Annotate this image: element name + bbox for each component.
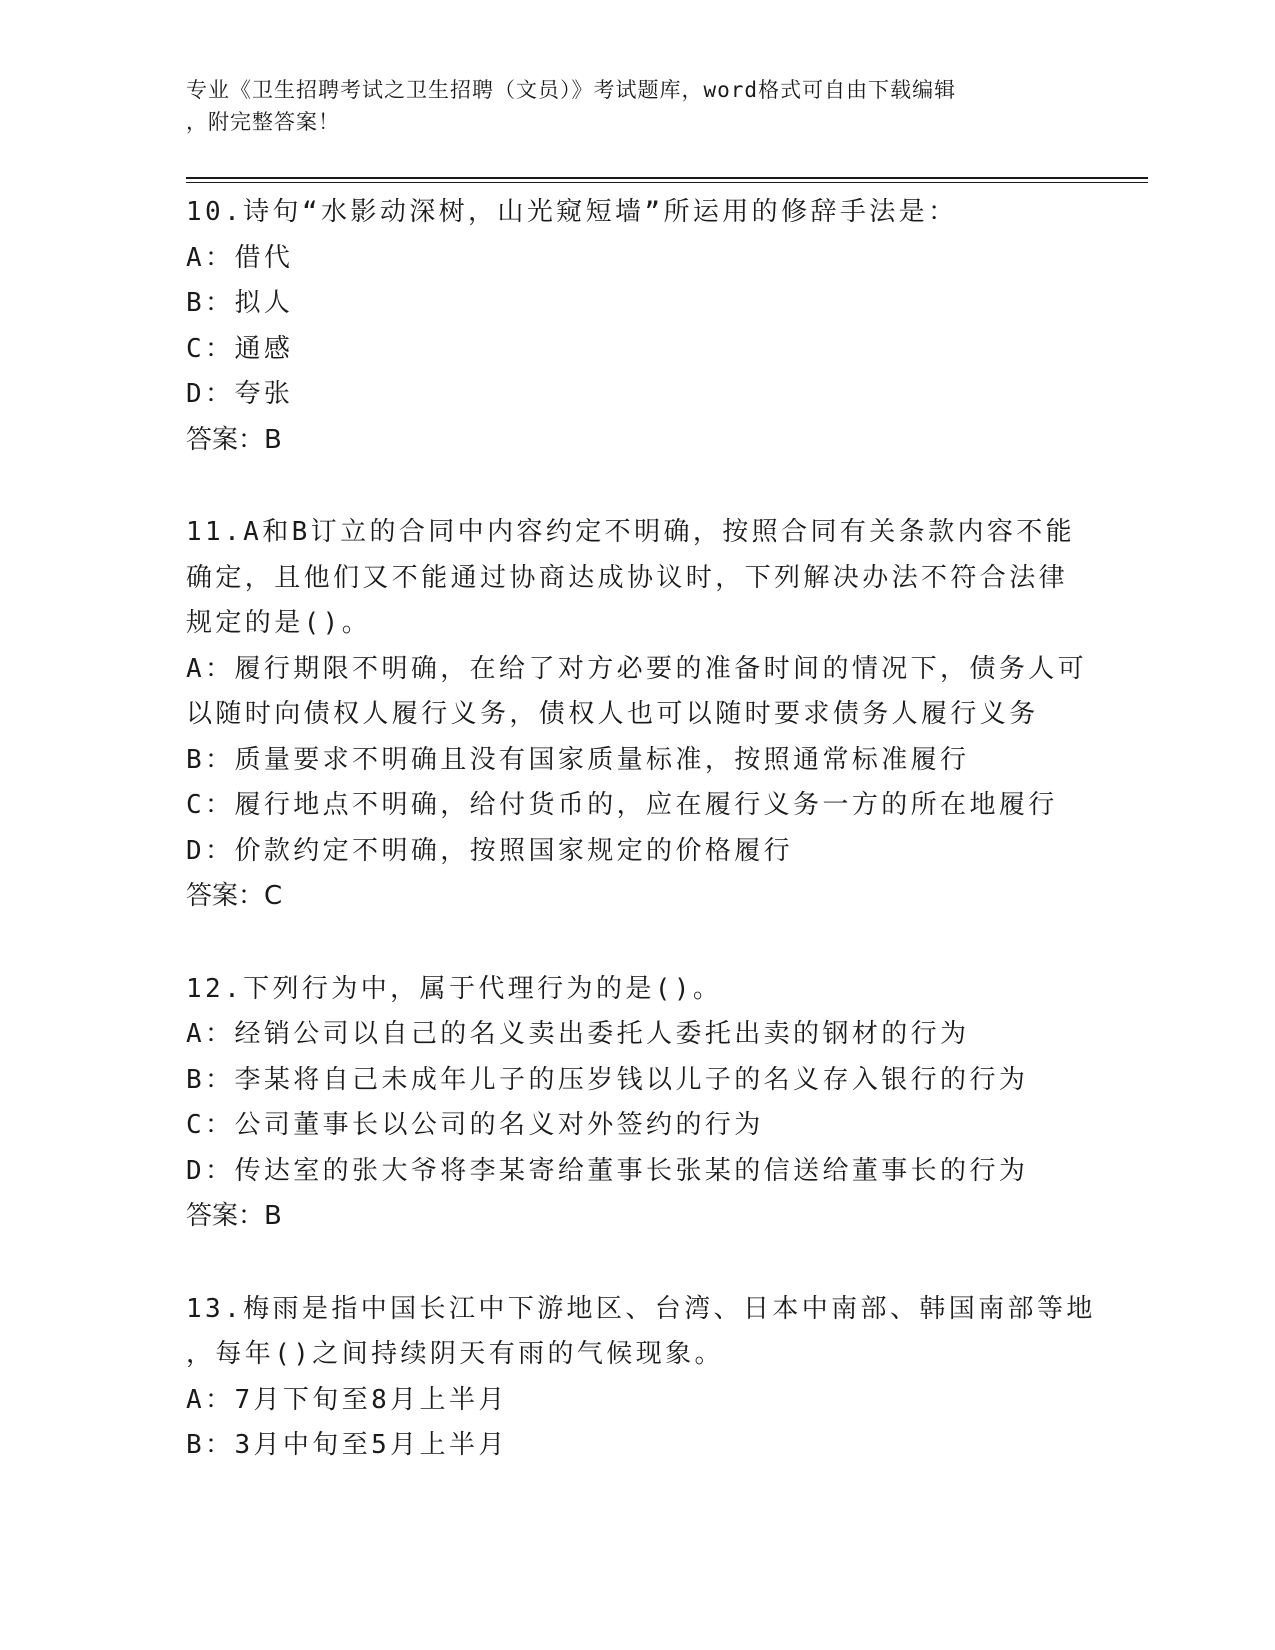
header-line-1: 专业《卫生招聘考试之卫生招聘（文员）》考试题库，word格式可自由下载编辑	[186, 78, 957, 102]
question-stem: 11.A和B订立的合同中内容约定不明确，按照合同有关条款内容不能	[186, 517, 1076, 547]
answer-label: 答案：C	[186, 881, 283, 911]
question-12	[186, 967, 1086, 1240]
header-rule-thick	[186, 177, 1148, 179]
option-c: C：公司董事长以公司的名义对外签约的行为	[186, 1110, 764, 1140]
answer-label: 答案：B	[186, 1201, 282, 1231]
header-line-2: ，附完整答案！	[186, 110, 340, 134]
option-b: B：拟人	[186, 288, 294, 318]
option-a: A：经销公司以自己的名义卖出委托人委托出卖的钢材的行为	[186, 1019, 970, 1049]
question-13	[186, 1287, 1096, 1469]
question-stem: 10.诗句“水影动深树，山光窥短墙”所运用的修辞手法是：	[186, 197, 958, 227]
document-header	[186, 74, 1066, 138]
option-a-continued: 以随时向债权人履行义务，债权人也可以随时要求债务人履行义务	[186, 699, 1039, 729]
option-d: D：夸张	[186, 379, 294, 409]
option-d: D：传达室的张大爷将李某寄给董事长张某的信送给董事长的行为	[186, 1155, 1029, 1186]
option-a: A：借代	[186, 242, 294, 273]
option-d: D：价款约定不明确，按照国家规定的价格履行	[186, 835, 794, 866]
question-stem: 确定，且他们又不能通过协商达成协议时，下列解决办法不符合法律	[186, 562, 1069, 593]
question-stem: 13.梅雨是指中国长江中下游地区、台湾、日本中南部、韩国南部等地	[186, 1293, 1096, 1324]
question-11	[186, 510, 1086, 920]
option-b: B：李某将自己未成年儿子的压岁钱以儿子的名义存入银行的行为	[186, 1064, 1029, 1095]
question-stem: 规定的是()。	[186, 608, 372, 638]
option-c: C：履行地点不明确，给付货币的，应在履行义务一方的所在地履行	[186, 790, 1058, 820]
option-b: B：3月中旬至5月上半月	[186, 1430, 508, 1460]
option-c: C：通感	[186, 333, 294, 364]
question-10	[186, 190, 1086, 463]
header-rule-thin	[186, 182, 1148, 183]
answer-label: 答案：B	[186, 424, 282, 455]
option-a: A：履行期限不明确，在给了对方必要的准备时间的情况下，债务人可	[186, 653, 1088, 684]
question-stem: 12.下列行为中，属于代理行为的是()。	[186, 973, 723, 1004]
option-b: B：质量要求不明确且没有国家质量标准，按照通常标准履行	[186, 744, 970, 775]
question-stem: ，每年()之间持续阴天有雨的气候现象。	[186, 1339, 724, 1369]
option-a: A：7月下旬至8月上半月	[186, 1384, 508, 1415]
question-list	[186, 190, 1096, 1516]
